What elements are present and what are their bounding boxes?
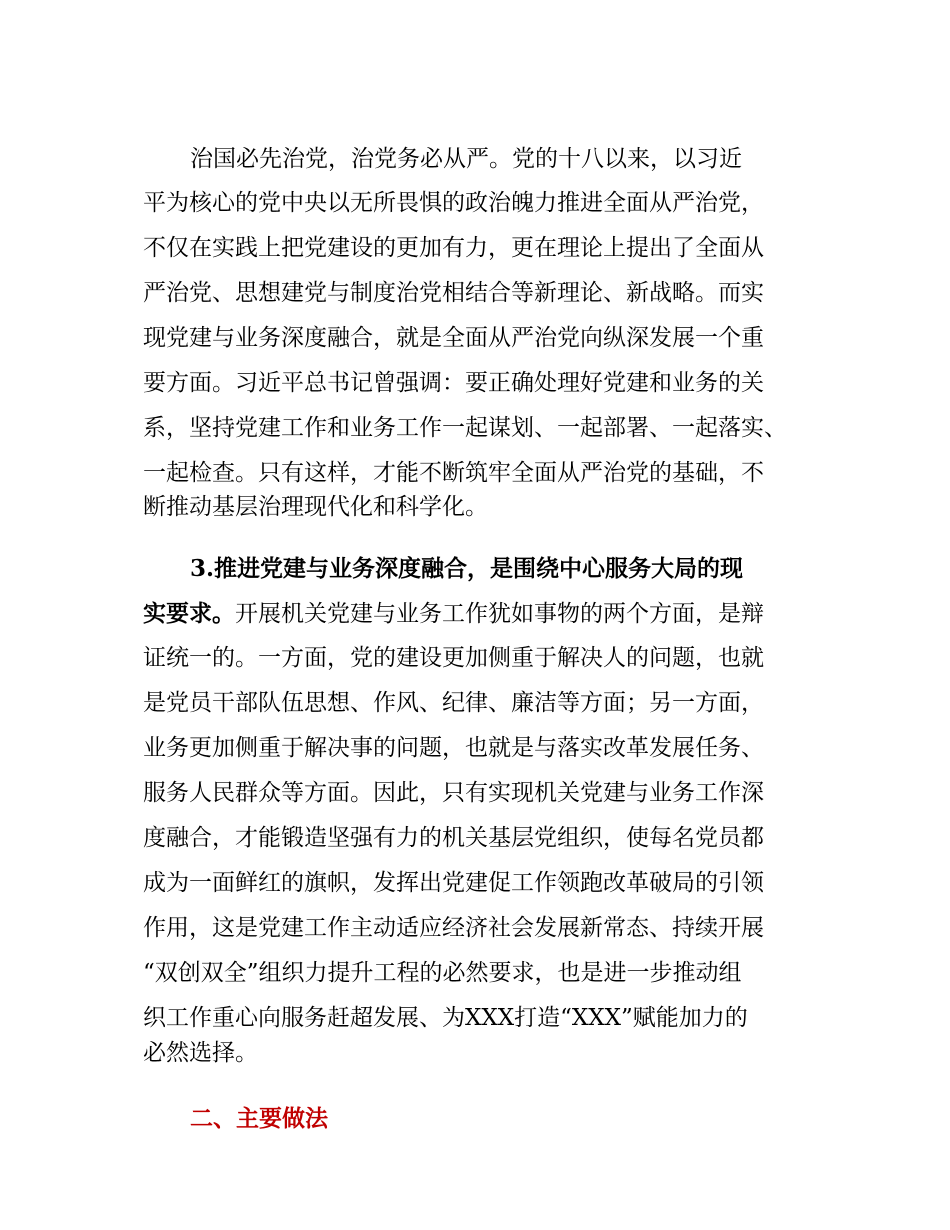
paragraph1-line-1: 治国必先治党，治党务必从严。党的十八以来，以习近 <box>190 146 742 172</box>
paragraph2-title-line-1: 3.推进党建与业务深度融合，是围绕中心服务大局的现 <box>190 555 744 582</box>
paragraph2-line-6: 度融合，才能锻造坚强有力的机关基层党组织，使每名党员都 <box>143 825 764 851</box>
paragraph2-line-10: 织工作重心向服务赶超发展、为XXX打造“XXX”赋能加力的 <box>143 1005 748 1031</box>
paragraph2-title-line-2: 实要求。 <box>143 600 235 627</box>
paragraph2-line-9: “双创双全”组织力提升工程的必然要求，也是进一步推动组 <box>143 960 742 986</box>
paragraph1-line-6: 要方面。习近平总书记曾强调：要正确处理好党建和业务的关 <box>143 370 764 396</box>
paragraph1-line-7: 系，坚持党建工作和业务工作一起谋划、一起部署、一起落实、 <box>143 415 787 441</box>
paragraph2-line-8: 作用，这是党建工作主动适应经济社会发展新常态、持续开展 <box>143 915 764 941</box>
paragraph2-line-4: 业务更加侧重于解决事的问题，也就是与落实改革发展任务、 <box>143 735 764 761</box>
paragraph2-line-7: 成为一面鲜红的旗帜，发挥出党建促工作领跑改革破局的引领 <box>143 870 764 896</box>
paragraph1-line-2: 平为核心的党中央以无所畏惧的政治魄力推进全面从严治党， <box>143 190 764 216</box>
paragraph1-line-3: 不仅在实践上把党建设的更加有力，更在理论上提出了全面从 <box>143 235 764 261</box>
paragraph2-line-1-rest: 开展机关党建与业务工作犹如事物的两个方面，是辩 <box>235 601 764 627</box>
section-heading: 二、主要做法 <box>190 1106 328 1132</box>
paragraph1-line-5: 现党建与业务深度融合，就是全面从严治党向纵深发展一个重 <box>143 325 764 351</box>
paragraph2-line-3: 是党员干部队伍思想、作风、纪律、廉洁等方面；另一方面， <box>143 690 764 716</box>
paragraph1-line-4: 严治党、思想建党与制度治党相结合等新理论、新战略。而实 <box>143 280 764 306</box>
paragraph1-line-8: 一起检查。只有这样，才能不断筑牢全面从严治党的基础，不 <box>143 460 764 486</box>
paragraph1-line-9: 断推动基层治理现代化和科学化。 <box>143 494 488 520</box>
paragraph2-line-11: 必然选择。 <box>143 1040 258 1066</box>
paragraph2-line-1 <box>143 599 764 629</box>
paragraph2-line-2: 证统一的。一方面，党的建设更加侧重于解决人的问题，也就 <box>143 645 764 671</box>
paragraph2-line-5: 服务人民群众等方面。因此，只有实现机关党建与业务工作深 <box>143 780 764 806</box>
